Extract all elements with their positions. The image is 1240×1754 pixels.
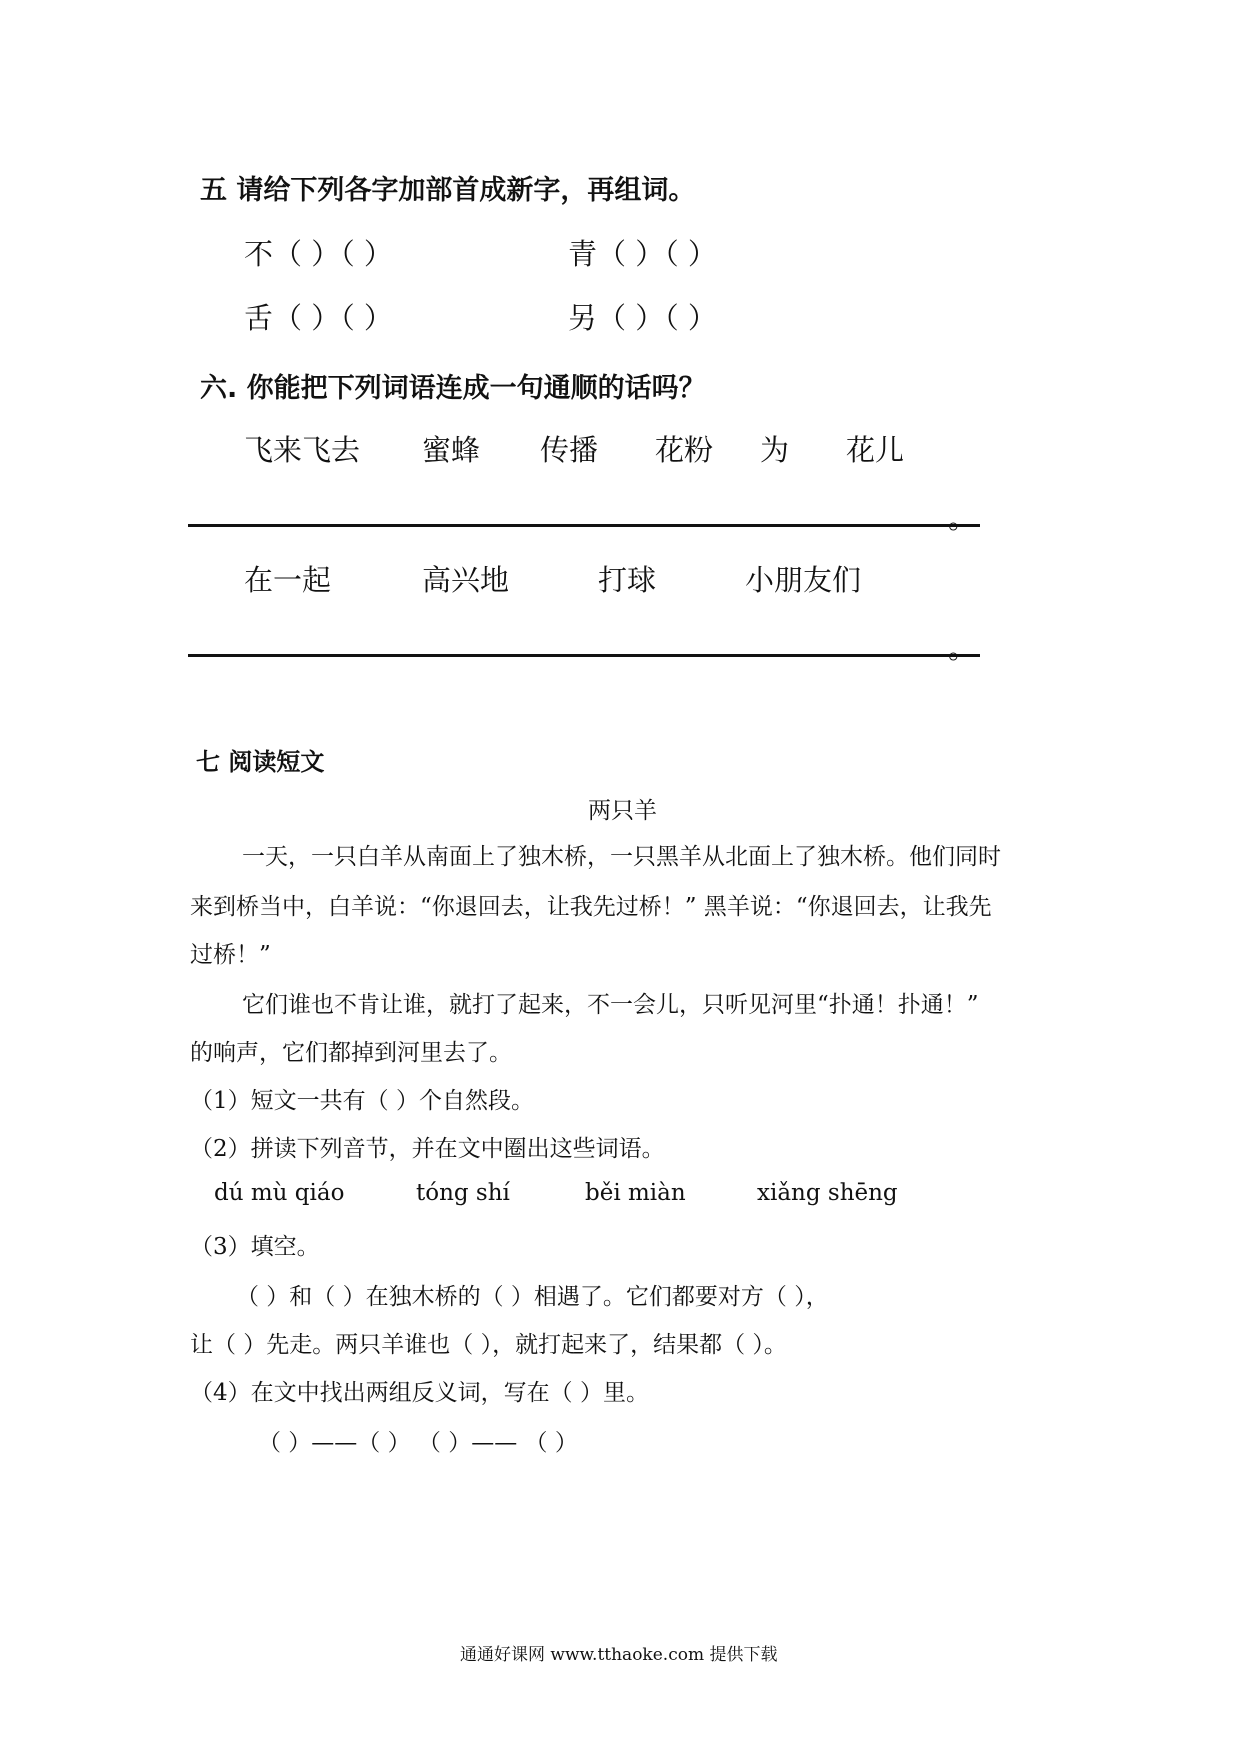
antonym-blanks: （ ）——（ ） （ ）—— （ ） <box>258 1430 578 1456</box>
word-chip: 飞来飞去 <box>244 433 361 467</box>
pinyin-item: xiǎng shēng <box>757 1180 898 1206</box>
question-4: （4）在文中找出两组反义词，写在（ ）里。 <box>190 1380 649 1406</box>
word-chip: 小朋友们 <box>745 563 862 597</box>
word-chip: 在一起 <box>244 563 332 597</box>
section-5-title: 五 请给下列各字加部首成新字，再组词。 <box>200 175 696 206</box>
story-paragraph-1: 过桥！” <box>190 942 271 968</box>
answer-line-2[interactable] <box>188 654 980 657</box>
fill-blank-line-2: 让（ ）先走。两只羊谁也（ ），就打起来了，结果都（ ）。 <box>190 1332 787 1358</box>
story-paragraph-2: 的响声，它们都掉到河里去了。 <box>190 1040 512 1066</box>
story-paragraph-1: 一天，一只白羊从南面上了独木桥，一只黑羊从北面上了独木桥。他们同时 <box>242 844 1001 870</box>
story-title: 两只羊 <box>588 798 657 824</box>
question-1: （1）短文一共有（ ）个自然段。 <box>190 1088 534 1114</box>
pinyin-item: dú mù qiáo <box>214 1180 345 1206</box>
radical-item-3: 舌（ ）（ ） <box>244 301 393 335</box>
word-chip: 打球 <box>598 563 657 597</box>
section-6-title: 六. 你能把下列词语连成一句通顺的话吗？ <box>200 373 706 404</box>
radical-item-2: 青（ ）（ ） <box>568 237 717 271</box>
word-chip: 花儿 <box>846 433 905 467</box>
word-chip: 高兴地 <box>422 563 510 597</box>
word-chip: 传播 <box>540 433 599 467</box>
question-3: （3）填空。 <box>190 1234 320 1260</box>
word-chip: 为 <box>760 433 790 467</box>
pinyin-item: běi miàn <box>585 1180 686 1206</box>
sentence-period: 。 <box>948 501 978 535</box>
section-7-title: 七 阅读短文 <box>196 748 325 776</box>
sentence-period: 。 <box>948 631 978 665</box>
word-chip: 蜜蜂 <box>422 433 481 467</box>
word-chip: 花粉 <box>655 433 714 467</box>
story-paragraph-1: 来到桥当中，白羊说：“你退回去，让我先过桥！” 黑羊说：“你退回去，让我先 <box>190 894 992 920</box>
answer-line-1[interactable] <box>188 524 980 527</box>
radical-item-1: 不（ ）（ ） <box>244 237 393 271</box>
pinyin-item: tóng shí <box>416 1180 510 1206</box>
story-paragraph-2: 它们谁也不肯让谁，就打了起来，不一会儿，只听见河里“扑通！扑通！” <box>242 992 979 1018</box>
question-2: （2）拼读下列音节，并在文中圈出这些词语。 <box>190 1136 665 1162</box>
radical-item-4: 另（ ）（ ） <box>568 301 717 335</box>
fill-blank-line-1: （ ）和（ ）在独木桥的（ ）相遇了。它们都要对方（ ）， <box>236 1284 829 1310</box>
page-footer: 通通好课网 www.tthaoke.com 提供下载 <box>460 1645 778 1665</box>
